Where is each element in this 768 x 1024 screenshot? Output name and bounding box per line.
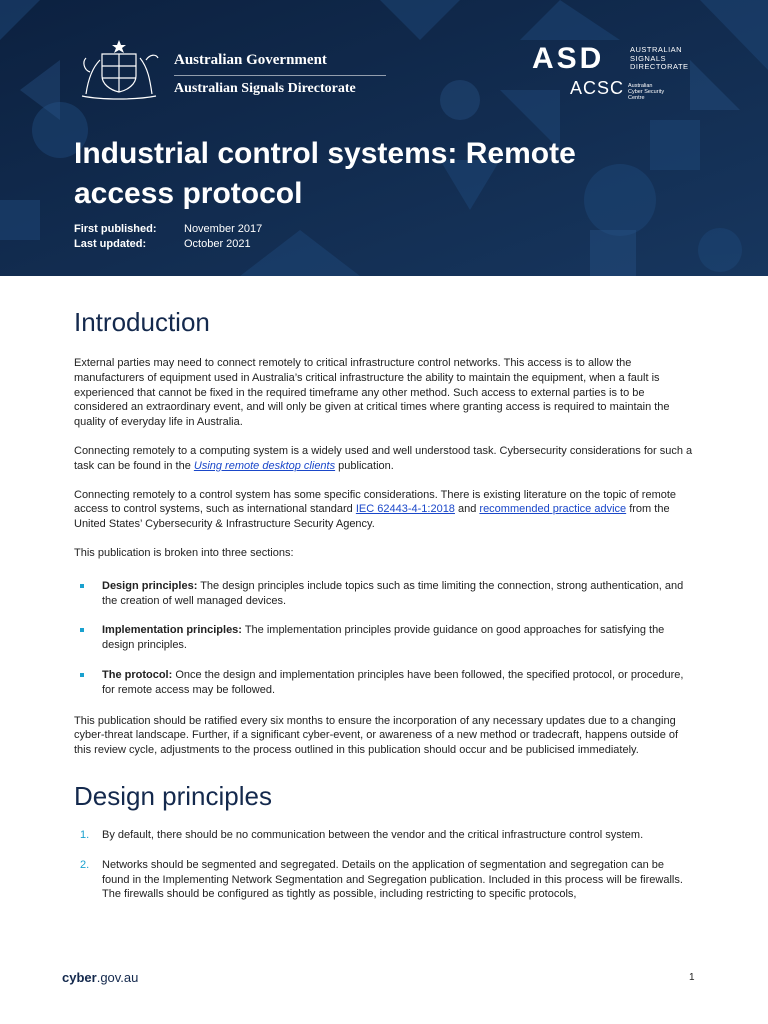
intro-paragraph-5: This publication should be ratified every six months to ensure the incorporation of any necessary updates due to a changing cyber-threat landscape. Further, if a significant cyber-event, or awareness of a new method or tradecraft, happens outside of this review cycle, adjustments to the process outlined in this publication should occur and be publicised immediately. bbox=[74, 714, 679, 757]
bullet-text: Once the design and implementation principles have been followed, the specified protocol, or procedure, for remote access may be followed. bbox=[102, 668, 684, 696]
publication-dates bbox=[74, 222, 262, 252]
asd-logo-subtext bbox=[630, 46, 689, 72]
asd-logo-text: ASD bbox=[532, 42, 605, 75]
first-published-value: November 2017 bbox=[184, 223, 263, 235]
intro-paragraph-2 bbox=[74, 444, 694, 474]
government-wordmark bbox=[174, 52, 386, 97]
list-number: 2. bbox=[80, 858, 90, 871]
document-body bbox=[74, 300, 694, 917]
list-item bbox=[74, 668, 694, 698]
sections-list bbox=[74, 579, 694, 698]
text-run: from the United States’ Cybersecurity & Infrastructure Security Agency. bbox=[74, 503, 670, 531]
asd-full-name-label: Australian Signals Directorate bbox=[174, 81, 356, 96]
acsc-sub-line: Cyber Security bbox=[628, 89, 665, 95]
asd-sub-line: AUSTRALIAN bbox=[630, 45, 683, 54]
list-number: 1. bbox=[80, 828, 90, 841]
asd-acsc-logo bbox=[532, 42, 702, 102]
commonwealth-coat-of-arms-icon bbox=[72, 36, 166, 100]
bullet-square-icon bbox=[80, 673, 84, 677]
list-item-text: By default, there should be no communication between the vendor and the critical infrastructure control system. bbox=[102, 828, 644, 841]
first-published-row bbox=[74, 222, 262, 237]
australian-government-label: Australian Government bbox=[174, 52, 386, 76]
acsc-sub-line: Centre bbox=[628, 95, 645, 101]
cyber-gov-au-logo bbox=[62, 970, 138, 985]
text-run: Connecting remotely to a computing system is a widely used and well understood task. Cybersecurity considerations for such a task can be found in the bbox=[74, 444, 693, 472]
last-updated-row bbox=[74, 237, 262, 252]
design-principles-heading: Design principles bbox=[74, 780, 272, 811]
list-item bbox=[74, 623, 694, 653]
recommended-practice-link[interactable]: recommended practice advice bbox=[479, 503, 627, 516]
text-run: publication. bbox=[335, 459, 394, 472]
acsc-logo-text: ACSC bbox=[570, 78, 625, 98]
list-item bbox=[74, 858, 694, 902]
first-published-label: First published: bbox=[74, 223, 157, 235]
list-item bbox=[74, 579, 694, 609]
intro-paragraph-1: External parties may need to connect remotely to critical infrastructure control networks. This access is to allow the manufacturers of equipment used in Australia’s critical infrastructure the ability to maintain the equipment, when a fault is experienced that cannot be fixed in the required timeframe any other method. Such access to external parties is to be considered an extraordinary event, and will only be given at critical times where granting access is required to maintain the quality of everyday life in Australia. bbox=[74, 357, 670, 429]
acsc-sub-line: Australian bbox=[628, 83, 653, 89]
asd-sub-line: DIRECTORATE bbox=[630, 62, 689, 71]
bullet-square-icon bbox=[80, 584, 84, 588]
list-item bbox=[74, 828, 694, 843]
list-item-text: Networks should be segmented and segregated. Details on the application of segmentation and segregation can be found in the Implementing Network Segmentation and Segregation publication. Included in this process will be firewalls. The firewalls should be configured as tightly as possible, including restricting to specific protocols, bbox=[102, 858, 683, 901]
last-updated-value: October 2021 bbox=[184, 238, 251, 250]
acsc-logo-subtext bbox=[628, 83, 664, 101]
bullet-term: The protocol: bbox=[102, 668, 173, 681]
bullet-text: The design principles include topics such as time limiting the connection, strong authentication, and the creation of well managed devices. bbox=[102, 579, 684, 607]
introduction-heading: Introduction bbox=[74, 307, 210, 337]
header-banner bbox=[0, 0, 768, 276]
last-updated-label: Last updated: bbox=[74, 238, 147, 250]
bullet-term: Design principles: bbox=[102, 579, 198, 592]
iec-standard-link[interactable]: IEC 62443-4-1:2018 bbox=[355, 503, 455, 516]
bullet-square-icon bbox=[80, 628, 84, 632]
intro-paragraph-3 bbox=[74, 488, 694, 532]
bullet-text: The implementation principles provide guidance on good approaches for satisfying the design principles. bbox=[102, 624, 665, 652]
intro-paragraph-4: This publication is broken into three sections: bbox=[74, 546, 294, 559]
page-title: Industrial control systems: Remote access protocol bbox=[74, 137, 576, 210]
text-run: and bbox=[454, 503, 480, 516]
remote-desktop-clients-link[interactable]: Using remote desktop clients bbox=[193, 459, 336, 472]
footer-logo-rest: .gov.au bbox=[96, 970, 139, 985]
bullet-term: Implementation principles: bbox=[102, 624, 242, 637]
text-run: Connecting remotely to a control system has some specific considerations. There is existing literature on the topic of remote access to control systems, such as international standard bbox=[74, 488, 677, 516]
footer-logo-bold: cyber bbox=[62, 970, 97, 985]
design-principles-list bbox=[74, 828, 694, 902]
page-number: 1 bbox=[689, 972, 695, 983]
asd-sub-line: SIGNALS bbox=[630, 53, 667, 63]
